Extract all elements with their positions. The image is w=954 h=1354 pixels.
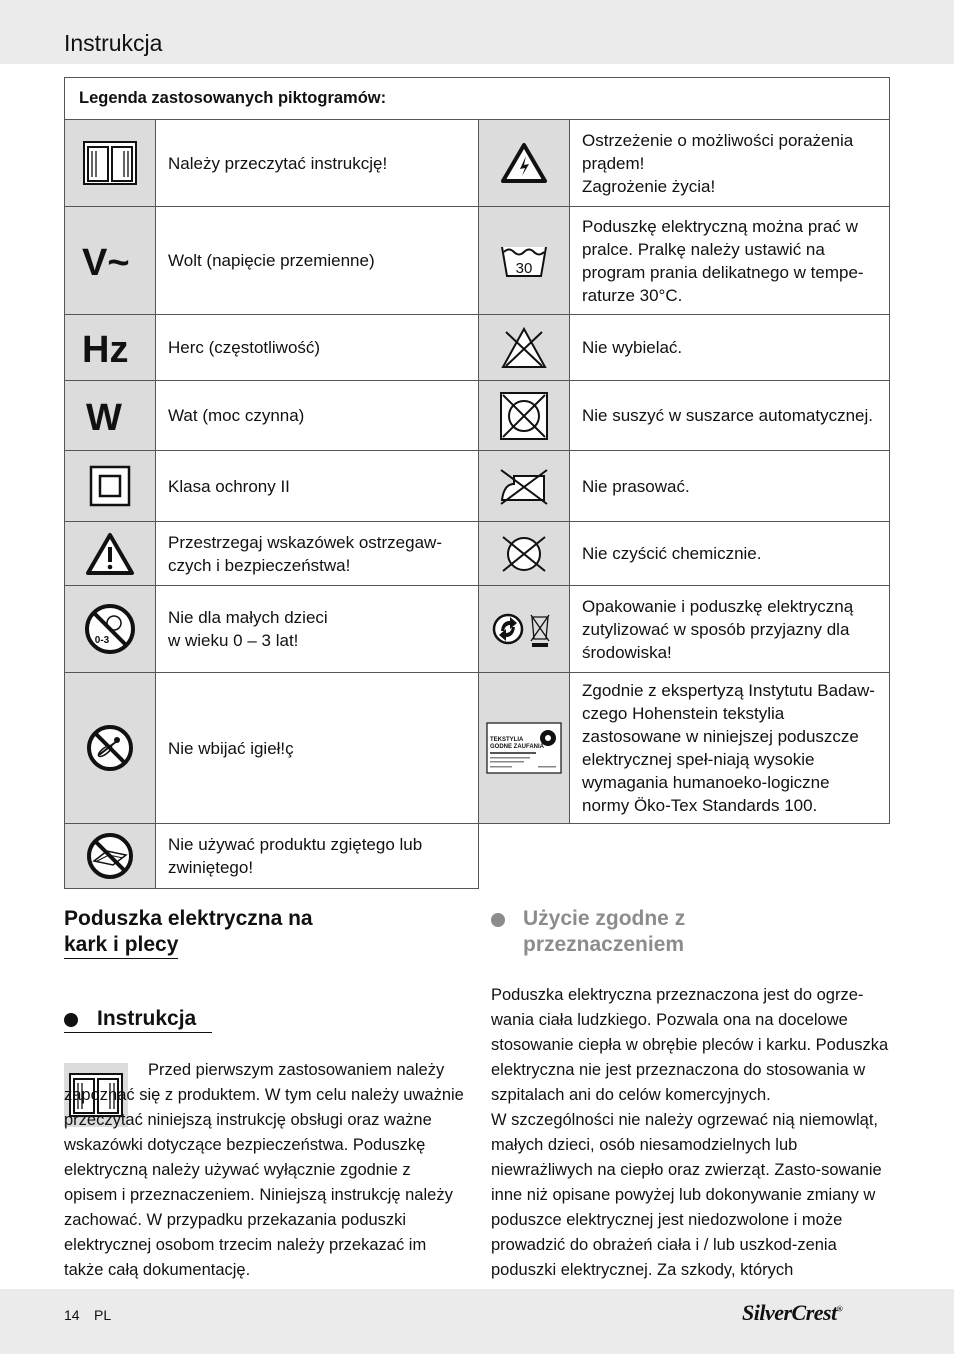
brand-logo: [742, 1300, 842, 1326]
no-dry-clean-icon: [479, 522, 570, 586]
legend-text: Nie używać produktu zgiętego lub zwiniętego!: [156, 824, 479, 889]
no-bleach-icon: [479, 315, 570, 381]
brand-mark: ®: [836, 1304, 843, 1314]
no-pins-icon: [65, 673, 156, 824]
instruction-heading-text: Instrukcja: [97, 1006, 196, 1033]
recycling-icon: [479, 586, 570, 673]
electric-shock-warning-icon: [479, 120, 570, 207]
oeko-tex-icon: [479, 673, 570, 824]
legend-text: Nie czyścić chemicznie.: [570, 522, 890, 586]
oeko-label-line2: GODNE ZAUFANIA: [490, 744, 544, 750]
legend-text: Poduszkę elektryczną można prać w pralce. Pralkę należy ustawić na program prania delikatnego w tempe-raturze 30°C.: [570, 207, 890, 315]
legend-text: Ostrzeżenie o możliwości porażenia prądem! Zagrożenie życia!: [570, 120, 890, 207]
no-tumble-dry-icon: [479, 381, 570, 451]
bullet-icon: [64, 1013, 78, 1027]
header-bar: [0, 0, 954, 64]
legend-text: Zgodnie z ekspertyzą Instytutu Badaw-czego Hohenstein tekstylia zastosowane w niniejszej poduszcze elektrycznej speł-niają wysokie wymagania humanoeko-logiczne normy Öko-Tex Standards 100.: [570, 673, 890, 824]
hertz-symbol: Hz: [82, 328, 129, 368]
instruction-paragraph: Przed pierwszym zastosowaniem należy zapoznać się z produktem. W tym celu należy uważnie przeczytać niniejszą instrukcję obsługi oraz ważne wskazówki dotyczące bezpieczeństwa. Poduszkę elektryczną należy używać wyłącznie zgodnie z opisem i przeznaczeniem. Niniejszą instrukcję należy zachować. W przypadku przekazania poduszki elektrycznej osobom trzecim należy przekazać im także całą dokumentację.: [64, 1061, 464, 1279]
legend-text: Wat (moc czynna): [156, 381, 479, 451]
wash-30-icon: [479, 207, 570, 315]
intended-use-text: [491, 983, 891, 1283]
intended-use-heading: [523, 906, 685, 958]
watt-symbol: W: [86, 396, 122, 436]
legend-heading: Legenda zastosowanych piktogramów:: [65, 78, 890, 120]
volt-ac-icon: [65, 207, 156, 315]
intended-use-heading-line2: przeznaczeniem: [523, 933, 685, 956]
legend-text: Przestrzegaj wskazówek ostrzegaw-czych i bezpieczeństwa!: [156, 522, 479, 586]
empty-cell: [479, 824, 890, 889]
heading-underline: [64, 1032, 212, 1033]
watt-icon: [65, 381, 156, 451]
volt-symbol: V~: [82, 241, 130, 281]
legend-text: Należy przeczytać instrukcję!: [156, 120, 479, 207]
intended-use-paragraph-1: Poduszka elektryczna przeznaczona jest do ogrze-wania ciała ludzkiego. Pozwala ona na docelowe stosowanie ciepła w obrębie pleców i karku. Poduszka elektryczna nie jest przeznaczona do stosowania w szpitalach ani do celów komercyjnych.: [491, 986, 889, 1104]
legend-text: Herc (częstotliwość): [156, 315, 479, 381]
warning-triangle-icon: [65, 522, 156, 586]
legend-text: Nie wybielać.: [570, 315, 890, 381]
legend-text: Nie wbijać igieł!ç: [156, 673, 479, 824]
product-title-line2: kark i plecy: [64, 932, 178, 959]
no-iron-icon: [479, 451, 570, 522]
legend-text: Nie dla małych dzieci w wieku 0 – 3 lat!: [156, 586, 479, 673]
wash-temp-label: 30: [515, 259, 533, 277]
oeko-label-line1: TEKSTYLIA: [490, 737, 524, 743]
legend-text: Opakowanie i poduszkę elektryczną zutylizować w sposób przyjazny dla środowiska!: [570, 586, 890, 673]
legend-text: Wolt (napięcie przemienne): [156, 207, 479, 315]
instruction-heading: [97, 1006, 196, 1033]
legend-text: Nie suszyć w suszarce automatycznej.: [570, 381, 890, 451]
no-folded-use-icon: [65, 824, 156, 889]
product-title: [64, 906, 313, 959]
protection-class-2-icon: [65, 451, 156, 522]
product-title-line1: Poduszka elektryczna na: [64, 907, 313, 930]
pictogram-legend-table: [64, 77, 890, 889]
legend-text: Klasa ochrony II: [156, 451, 479, 522]
intended-use-paragraph-2: W szczególności nie należy ogrzewać nią niemowląt, małych dzieci, osób niesamodzielnych lub niewrażliwych na ciepło oraz zwierząt. Zasto-sowanie inne niż opisane powyżej lub dokonywanie zmiany w poduszce elektrycznej jest niedozwolone i może prowadzić do obrażeń ciała i / lub uszkod-zenia poduszki elektrycznej. Za szkody, których: [491, 1111, 882, 1279]
not-for-children-icon: [65, 586, 156, 673]
language-code: PL: [94, 1307, 112, 1323]
page-number: 14: [64, 1307, 80, 1323]
bullet-icon: [491, 913, 505, 927]
hertz-icon: [65, 315, 156, 381]
brand-name: SilverCrest: [742, 1300, 837, 1325]
page-title: Instrukcja: [64, 30, 163, 56]
book-icon: [65, 120, 156, 207]
legend-text: Nie prasować.: [570, 451, 890, 522]
intended-use-heading-line1: Użycie zgodne z: [523, 907, 686, 930]
age-label: 0-3: [94, 635, 110, 646]
